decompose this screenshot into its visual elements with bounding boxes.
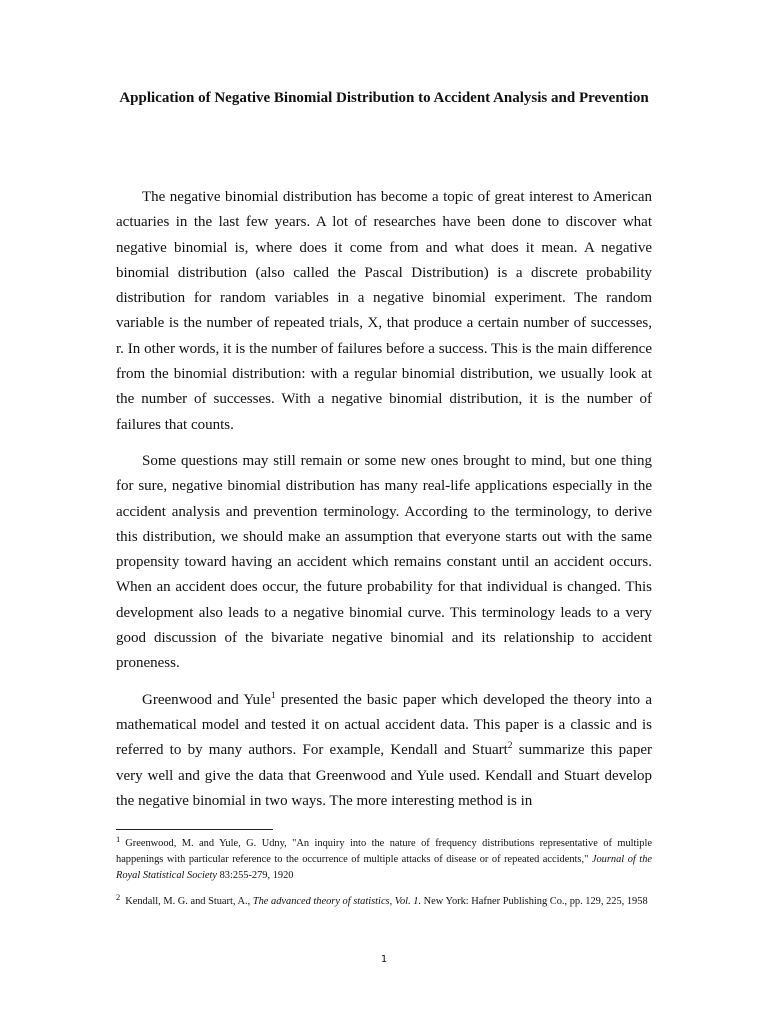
footnote-1	[116, 833, 653, 884]
footnotes	[116, 833, 653, 910]
footnote-1-text: Greenwood, M. and Yule, G. Udny, "An inquiry into the nature of frequency distributions representative of multiple happenings with particular reference to the occurrence of multiple attacks of disease or of repeated accidents,"	[116, 838, 652, 865]
footnote-ref-2: 2	[507, 741, 513, 752]
footnote-2	[116, 891, 652, 910]
footnote-2-citation: New York: Hafner Publishing Co., pp. 129, 225, 1958	[421, 896, 648, 907]
footnote-2-text: Kendall, M. G. and Stuart, A.,	[125, 896, 253, 907]
footnote-2-mark: 2	[116, 891, 121, 902]
footnote-2-book-title: The advanced theory of statistics, Vol. 1.	[252, 896, 422, 907]
footnote-1-journal: Journal of the Royal Statistical Society	[116, 854, 653, 881]
paragraph-3	[116, 688, 652, 814]
paragraph-2: Some questions may still remain or some new ones brought to mind, but one thing for sure, negative binomial distribution has many real-life applications especially in the accident analysis and prevention terminology. According to the terminology, to derive this distribution, we should make an assumption that everyone starts out with the same propensity toward having an accident which remains constant until an accident occurs. When an accident does occur, the future probability for that individual is changed. This development also leads to a negative binomial curve. This terminology leads to a very good discussion of the bivariate negative binomial and its relationship to accident proneness.	[116, 452, 652, 672]
document-body	[116, 185, 652, 825]
paragraph-1: The negative binomial distribution has become a topic of great interest to American actuaries in the last few years. A lot of researches have been done to discover what negative binomial is, where does it come from and what does it mean. A negative binomial distribution (also called the Pascal Distribution) is a discrete probability distribution for random variables in a negative binomial experiment. The random variable is the number of repeated trials, X, that produce a certain number of successes, r. In other words, it is the number of failures before a success. This is the main difference from the binomial distribution: with a regular binomial distribution, we usually look at the number of successes. With a negative binomial distribution, it is the number of failures that counts.	[116, 189, 652, 433]
footnote-1-mark: 1	[116, 833, 121, 844]
footnote-separator	[116, 829, 273, 830]
paragraph-3-part-3: summarize this paper very well and give the data that Greenwood and Yule used. Kendall and Stuart develop the negative binomial in two ways. The more interesting method is in	[116, 742, 652, 809]
paragraph-3-part-2: presented the basic paper which developed the theory into a mathematical model and tested it on actual accident data. This paper is a classic and is referred to by many authors. For example, Kendall and Stuart	[116, 691, 652, 759]
page-number: 1	[380, 954, 388, 965]
footnote-1-citation: 83:255-279, 1920	[217, 870, 294, 881]
document-title: Application of Negative Binomial Distribution to Accident Analysis and Prevention	[119, 90, 649, 106]
paragraph-3-part-1: Greenwood and Yule	[142, 691, 271, 708]
footnote-ref-1: 1	[270, 690, 276, 701]
